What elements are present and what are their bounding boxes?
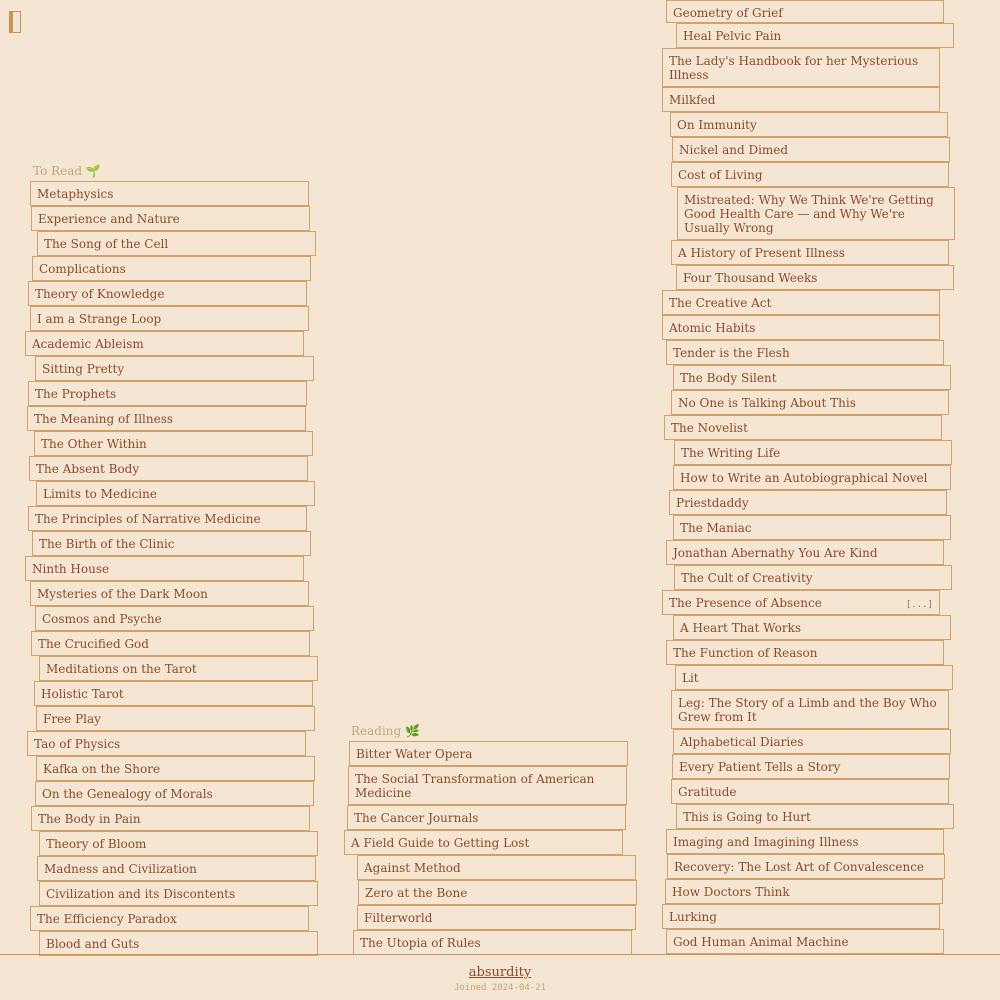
book-spine[interactable]	[677, 187, 955, 240]
book-title: Sitting Pretty	[42, 362, 125, 376]
book-title: Holistic Tarot	[41, 687, 124, 701]
book-title: How Doctors Think	[672, 885, 790, 899]
book-spine[interactable]	[662, 87, 940, 112]
book-spine[interactable]	[673, 365, 951, 390]
book-spine[interactable]	[34, 431, 313, 456]
book-spine[interactable]	[676, 265, 954, 290]
book-title: The Writing Life	[681, 446, 781, 460]
book-spine[interactable]	[32, 256, 311, 281]
book-spine[interactable]	[30, 581, 309, 606]
book-spine[interactable]	[662, 590, 940, 615]
book-spine[interactable]	[357, 905, 636, 930]
book-title: A Heart That Works	[680, 621, 802, 635]
book-title: Tao of Physics	[34, 737, 121, 751]
book-spine[interactable]	[25, 331, 304, 356]
book-title: Priestdaddy	[676, 496, 749, 510]
book-spine[interactable]	[30, 306, 309, 331]
book-spine[interactable]	[669, 490, 947, 515]
book-title: Kafka on the Shore	[43, 762, 161, 776]
book-title: The Principles of Narrative Medicine	[35, 512, 261, 526]
book-title: Madness and Civilization	[44, 862, 197, 876]
book-title: Atomic Habits	[669, 321, 756, 335]
book-spine[interactable]	[666, 340, 944, 365]
book-spine[interactable]	[348, 766, 627, 805]
book-spine[interactable]	[32, 531, 311, 556]
book-spine[interactable]	[673, 515, 951, 540]
book-spine[interactable]	[35, 606, 314, 631]
book-title: Cosmos and Psyche	[42, 612, 162, 626]
book-title: The Novelist	[671, 421, 748, 435]
book-spine[interactable]	[671, 779, 949, 804]
book-title: The Function of Reason	[673, 646, 818, 660]
book-spine[interactable]	[662, 48, 940, 87]
book-spine[interactable]	[673, 465, 951, 490]
book-spine[interactable]	[37, 856, 316, 881]
book-title: The Cult of Creativity	[681, 571, 813, 585]
book-spine[interactable]	[666, 540, 944, 565]
book-spine[interactable]	[673, 615, 951, 640]
book-spine[interactable]	[347, 805, 626, 830]
book-title: Alphabetical Diaries	[680, 735, 804, 749]
book-spine[interactable]	[670, 112, 948, 137]
book-spine[interactable]	[28, 281, 307, 306]
book-spine[interactable]	[31, 206, 310, 231]
book-spine[interactable]	[27, 406, 306, 431]
book-title: How to Write an Autobiographical Novel	[680, 471, 928, 485]
book-spine[interactable]	[357, 855, 636, 880]
truncated-marker[interactable]: [...]	[905, 600, 933, 610]
book-spine[interactable]	[672, 137, 950, 162]
book-spine[interactable]	[672, 754, 950, 779]
book-spine[interactable]	[671, 390, 949, 415]
book-title: Against Method	[364, 861, 461, 875]
book-spine[interactable]	[662, 290, 940, 315]
book-spine[interactable]	[39, 881, 318, 906]
book-spine[interactable]	[662, 904, 940, 929]
book-title: The Body Silent	[680, 371, 777, 385]
book-spine[interactable]	[671, 240, 949, 265]
book-spine[interactable]	[673, 729, 951, 754]
book-title: Ninth House	[32, 562, 110, 576]
book-title: Milkfed	[669, 93, 716, 107]
book-title: The Body in Pain	[38, 812, 141, 826]
book-spine[interactable]	[35, 356, 314, 381]
book-title: The Cancer Journals	[354, 811, 479, 825]
book-title: Free Play	[43, 712, 101, 726]
book-title: The Other Within	[41, 437, 147, 451]
book-title: Metaphysics	[37, 187, 114, 201]
book-spine[interactable]	[37, 231, 316, 256]
reading-label: Reading 🌿	[351, 724, 420, 738]
book-title: The Birth of the Clinic	[39, 537, 175, 551]
book-title: Recovery: The Lost Art of Convalescence	[674, 860, 925, 874]
book-title: Bitter Water Opera	[356, 747, 473, 761]
book-spine[interactable]	[358, 880, 637, 905]
book-spine[interactable]	[35, 781, 314, 806]
book-title: Geometry of Grief	[673, 6, 783, 20]
book-title: On Immunity	[677, 118, 757, 132]
book-title: On the Genealogy of Morals	[42, 787, 213, 801]
book-title: Imaging and Imagining Illness	[673, 835, 859, 849]
book-title: Lurking	[669, 910, 717, 924]
book-title: The Maniac	[680, 521, 752, 535]
joined-date: Joined 2024-04-21	[453, 983, 547, 993]
book-title: The Lady's Handbook for her Mysterious Illness	[669, 54, 919, 82]
book-spine[interactable]	[36, 706, 315, 731]
to-read-label: To Read 🌱	[33, 164, 101, 178]
book-spine[interactable]	[28, 506, 307, 531]
book-title: The Song of the Cell	[44, 237, 169, 251]
book-spine[interactable]	[662, 315, 940, 340]
book-title: Theory of Knowledge	[35, 287, 165, 301]
book-title: The Crucified God	[38, 637, 149, 651]
book-spine[interactable]	[31, 631, 310, 656]
book-spine[interactable]	[30, 906, 309, 931]
book-title: Zero at the Bone	[365, 886, 468, 900]
book-title: Experience and Nature	[38, 212, 180, 226]
book-spine[interactable]	[25, 556, 304, 581]
username-link[interactable]: absurdity	[468, 965, 532, 980]
book-title: Four Thousand Weeks	[683, 271, 818, 285]
book-spine[interactable]	[36, 756, 315, 781]
book-title: Leg: The Story of a Limb and the Boy Who Grew from It	[678, 696, 937, 724]
book-title: Complications	[39, 262, 126, 276]
book-spine[interactable]	[29, 456, 308, 481]
book-spine[interactable]	[665, 879, 943, 904]
book-spine[interactable]	[34, 681, 313, 706]
book-title: Theory of Bloom	[46, 837, 147, 851]
book-spine[interactable]	[39, 656, 318, 681]
book-title: Mysteries of the Dark Moon	[37, 587, 208, 601]
book-title: Limits to Medicine	[43, 487, 157, 501]
book-spine[interactable]	[27, 731, 306, 756]
shelf-ground-line	[0, 954, 1000, 955]
book-title: God Human Animal Machine	[673, 935, 849, 949]
book-title: Lit	[682, 671, 699, 685]
book-spine[interactable]	[36, 481, 315, 506]
book-spine[interactable]	[39, 931, 318, 956]
book-spine[interactable]	[666, 929, 944, 954]
book-title: Meditations on the Tarot	[46, 662, 197, 676]
book-title: A History of Present Illness	[678, 246, 845, 260]
book-spine[interactable]	[674, 565, 952, 590]
book-title: I am a Strange Loop	[37, 312, 162, 326]
book-spine[interactable]	[666, 829, 944, 854]
book-title: Tender is the Flesh	[673, 346, 790, 360]
book-title: Filterworld	[364, 911, 433, 925]
book-spine[interactable]	[667, 854, 945, 879]
book-title: Civilization and its Discontents	[46, 887, 236, 901]
book-title: The Social Transformation of American Medicine	[355, 772, 595, 800]
book-title: The Efficiency Paradox	[37, 912, 177, 926]
book-spine[interactable]	[349, 741, 628, 766]
profile-footer	[0, 961, 1000, 993]
book-title: This is Going to Hurt	[683, 810, 811, 824]
book-spine[interactable]	[344, 830, 623, 855]
book-title: The Absent Body	[36, 462, 140, 476]
book-spine[interactable]	[674, 440, 952, 465]
book-spine[interactable]	[676, 804, 954, 829]
shelf-bookend-icon	[9, 11, 21, 33]
book-spine[interactable]	[28, 381, 307, 406]
book-spine[interactable]	[671, 690, 949, 729]
book-title: The Prophets	[35, 387, 117, 401]
book-title: Nickel and Dimed	[679, 143, 789, 157]
book-spine[interactable]	[675, 665, 953, 690]
book-spine[interactable]	[353, 930, 632, 955]
book-title: Every Patient Tells a Story	[679, 760, 841, 774]
book-title: No One is Talking About This	[678, 396, 856, 410]
book-spine[interactable]	[664, 415, 942, 440]
book-title: Heal Pelvic Pain	[683, 29, 782, 43]
book-title: Blood and Guts	[46, 937, 140, 951]
book-title: Jonathan Abernathy You Are Kind	[673, 546, 878, 560]
book-spine[interactable]	[39, 831, 318, 856]
book-spine[interactable]	[30, 181, 309, 206]
book-title: Gratitude	[678, 785, 737, 799]
book-spine[interactable]	[666, 0, 944, 23]
book-title: Mistreated: Why We Think We're Getting Good Health Care — and Why We're Usually Wrong	[684, 193, 934, 235]
book-title: The Utopia of Rules	[360, 936, 481, 950]
book-title: Cost of Living	[678, 168, 763, 182]
book-spine[interactable]	[671, 162, 949, 187]
book-title: A Field Guide to Getting Lost	[351, 836, 530, 850]
book-title: The Presence of Absence	[669, 596, 822, 610]
book-title: The Meaning of Illness	[34, 412, 174, 426]
book-title: The Creative Act	[669, 296, 772, 310]
book-spine[interactable]	[666, 640, 944, 665]
book-spine[interactable]	[676, 23, 954, 48]
book-spine[interactable]	[31, 806, 310, 831]
book-title: Academic Ableism	[32, 337, 144, 351]
